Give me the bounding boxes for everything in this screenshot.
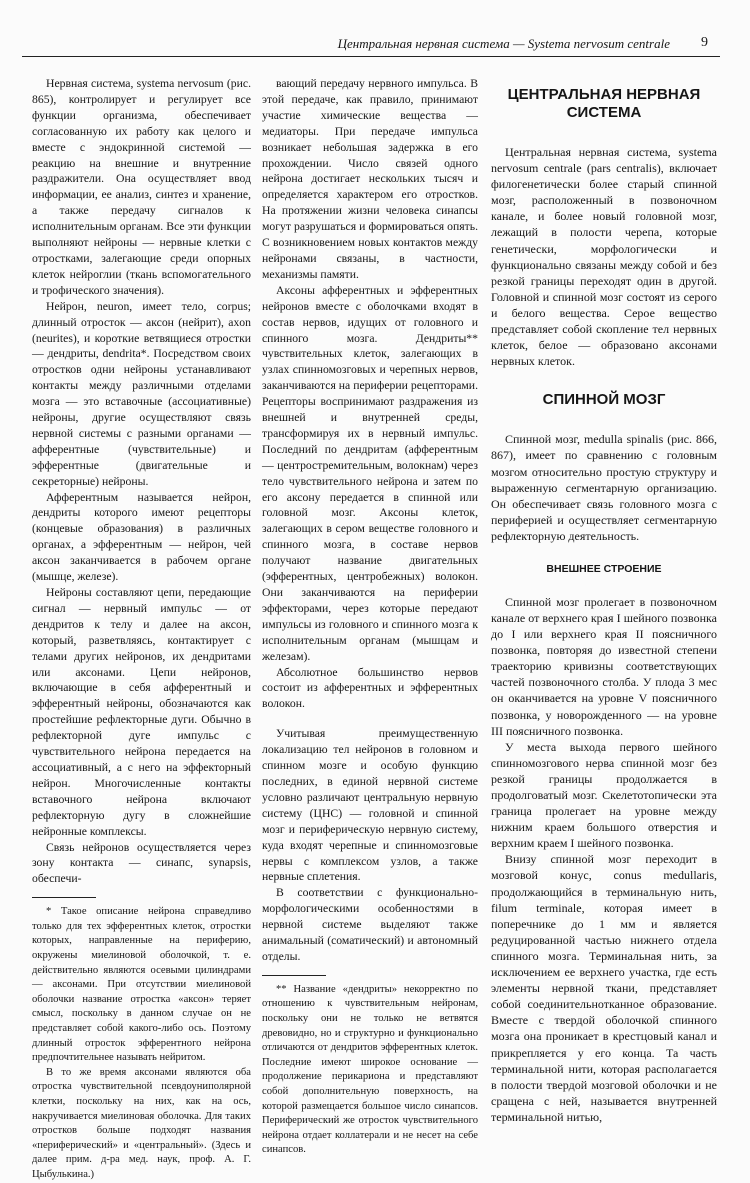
column-left xyxy=(32,76,251,1183)
column-middle xyxy=(262,76,478,1158)
paragraph: Спинной мозг пролегает в позвоночном канале от верхнего края I шейного позвонка до I или верхнего края II поясничного позвонка, повторяя до известной степени траекторию кривизны соответствующих частей позвоночного столба. У плода 3 мес он оканчивается на уровне V поясничного позвонка, у новорожденного — на уровне III поясничного позвонка. xyxy=(491,594,717,738)
paragraph: Связь нейронов осуществляется через зону контакта — синапс, synapsis, обеспечи- xyxy=(32,840,251,886)
paragraph: Нейроны составляют цепи, передающие сигнал — нервный импульс — от дендритов к телу и далее на аксон, который, разветвляясь, контактирует с телами других нейронов, их дендритами или аксонами. Цепи нейронов, включающие в себя афферентный и эфферентный нейроны, обозначаются как простейшие рефлекторные дуги. Обычно в рефлекторной дуге импульс с чувствительного нейрона передается на ассоциативный, а с него на эффекторный нейрон. Многочисленные контакты вставочного нейрона включают рефлекторную дугу в сложнейшие нейронные комплексы. xyxy=(32,586,251,838)
paragraph: Абсолютное большинство нервов состоит из афферентных и эфферентных волокон. xyxy=(262,665,478,711)
footnote: В то же время аксонами являются оба отростка чувствительной псевдоуниполярной клетки, поскольку на них, как на ось, накручивается миелиновая оболочка. Для таких отростков больше подходят названия «периферический» и «центральный». (Здесь и далее прим. д-ра мед. наук, проф. А. Г. Цыбулькина.) xyxy=(32,1066,251,1180)
footnote: ** Название «дендриты» некорректно по отношению к чувствительным нейронам, поскольку они не только не ветвятся древовидно, но и структурно и функционально отличаются от дендритов эфферентных клеток. Последние имеют широкое основание — продолжение перикариона и представляют собой дополнительную поверхность, на которой размещается большое число синапсов. Периферический же отросток чувствительного нейрона отдает коллатерали и не несет на себе синапсов. xyxy=(262,983,478,1156)
paragraph: Нервная система, systema nervosum (рис. 865), контролирует и регулирует все функции организма, обеспечивает согласованную их работу как целого и вместе с эндокринной системой — реакцию на внешние и внутренние раздражители. Она осуществляет ввод информации, ее анализ, синтез и хранение, а также передачу сигналов к исполнительным органам. Все эти функции выполняют нейроны — нервные клетки с отростками, залегающие среди опорных клеток нейроглии (ткань вспомогательного и трофического значения). xyxy=(32,77,251,297)
section-heading: ЦЕНТРАЛЬНАЯ НЕРВНАЯ СИСТЕМА xyxy=(507,86,701,121)
section-heading: СПИННОЙ МОЗГ xyxy=(542,391,666,409)
paragraph: Центральная нервная система, systema nervosum centrale (pars centralis), включает филогенетически более старый спинной мозг, расположенный в позвоночном канале, и более новый головной мозг, лежащий в полости черепа, которые генетически, морфологически и функционально связаны между собой и без резкой границы переходят один в другой. Головной и спинной мозг состоят из серого и белого вещества. Серое вещество представляет собой скопление тел нервных клеток, белое — образовано аксонами нервных клеток. xyxy=(491,145,717,369)
paragraph: Спинной мозг, medulla spinalis (рис. 866, 867), имеет по сравнению с головным мозгом относительно простую структуру и выраженную сегментарную организацию. Он обеспечивает связь головного мозга с периферией и осуществляет сегментарную рефлекторную деятельность. xyxy=(491,432,717,543)
paragraph: Аксоны афферентных и эфферентных нейронов вместе с оболочками входят в состав нервов, идущих от головного и спинного мозга. Дендриты** чувствительных клеток, залегающих в узлах спинномозговых и черепных нервов, заканчиваются на периферии рецепторами. Рецепторы воспринимают раздражения из внешней и внутренней среды, трансформируя их в нервный импульс. Последний по дендритам (афферентным — центростремительным, волокнам) через тело чувствительного нейрона и затем по его аксону передается в спинной или головной мозг. Аксоны клеток, залегающих в сером веществе головного и спинного мозга, в составе нервов получают название двигательных (эфферентных, центробежных) волокон. Они заканчиваются на периферии эффекторами, через которые передают импульсы из головного и спинного мозга к исполнительным органам (мышцам и железам). xyxy=(262,283,478,663)
page-number: 9 xyxy=(701,35,708,50)
paragraph: Учитывая преимущественную локализацию тел нейронов в головном и спинном мозге и особую функцию последних, в единой нервной системе условно различают центральную нервную систему (ЦНС) — головной и спинной мозг и периферическую нервную систему, куда входят черепные и спинномозговые нервы с комплексом узлов, а также нервные сплетения. xyxy=(262,727,478,884)
footnote-rule xyxy=(32,897,96,898)
paragraph: Афферентным называется нейрон, дендриты которого имеют рецепторы (концевые образования) в различных органах, а эфферентным — нейрон, чей аксон заканчивается в рабочем органе (мышце, железе). xyxy=(32,490,251,584)
column-right xyxy=(491,86,717,1125)
running-title: Центральная нервная система — Systema nervosum centrale xyxy=(337,36,670,51)
paragraph: В соответствии с функционально-морфологическими особенностями в нервной системе выделяют также анимальный (соматический) и автономный отделы. xyxy=(262,886,478,963)
paragraph: Нейрон, neuron, имеет тело, corpus; длинный отросток — аксон (нейрит), axon (neurites), и короткие ветвящиеся отростки — дендриты, dendrita*. Посредством своих отростков одни нейроны устанавливают контакты между различными отделами мозга — это вставочные (ассоциативные) нейроны, другие осуществляют связь нервной системы с разными органами — афферентные (чувствительные) и эфферентные (двигательные и секреторные) нейроны. xyxy=(32,299,251,488)
paragraph: У места выхода первого шейного спинномозгового нерва спинной мозг без резкой границы продолжается в продолговатый мозг. Скелетотопически эта граница пролегает на уровне между нижним краем большого отверстия и верхним краем I шейного позвонка. xyxy=(491,739,717,851)
running-header xyxy=(22,34,720,57)
subsection-heading: ВНЕШНЕЕ СТРОЕНИЕ xyxy=(546,562,662,575)
footnote: * Такое описание нейрона справедливо только для тех эфферентных клеток, отростки которых, направленные на периферию, окружены миелиновой оболочкой, т. е. действительно являются осевыми цилиндрами — аксонами. При отсутствии миелиновой оболочки название отростка «аксон» теряет смысл, поскольку в данном случае он не представляет собой какого-либо ось. Поэтому длинный отросток эфферентного нейрона предпочтительнее называть нейритом. xyxy=(32,906,251,1064)
footnote-rule xyxy=(262,975,326,976)
paragraph: Внизу спинной мозг переходит в мозговой конус, conus medullaris, продолжающийся в терминальную нить, filum terminale, которая имеет в поперечнике до 1 мм и является редуцированной частью нижнего отдела спинного мозга. Терминальная нить, за исключением ее верхнего участка, где есть элементы нервной ткани, представляет собой соединительнотканное образование. Вместе с твердой оболочкой спинного мозга она проникает в крестцовый канал и прикрепляется у его конца. Та часть терминальной нити, которая располагается в полости твердой мозговой оболочки и не сращена с ней, называется внутренней терминальной нитью, xyxy=(491,852,717,1124)
paragraph: вающий передачу нервного импульса. В этой передаче, как правило, принимают участие химические вещества — медиаторы. При передаче импульса возникает небольшая задержка в его прохождении. Число связей одного нейрона достигает нескольких тысяч и определяется характером его отростков. На протяжении жизни человека синапсы могут разрушаться и формироваться опять. С возникновением новых контактов между нейронами связаны, в частности, механизмы памяти. xyxy=(262,77,478,281)
